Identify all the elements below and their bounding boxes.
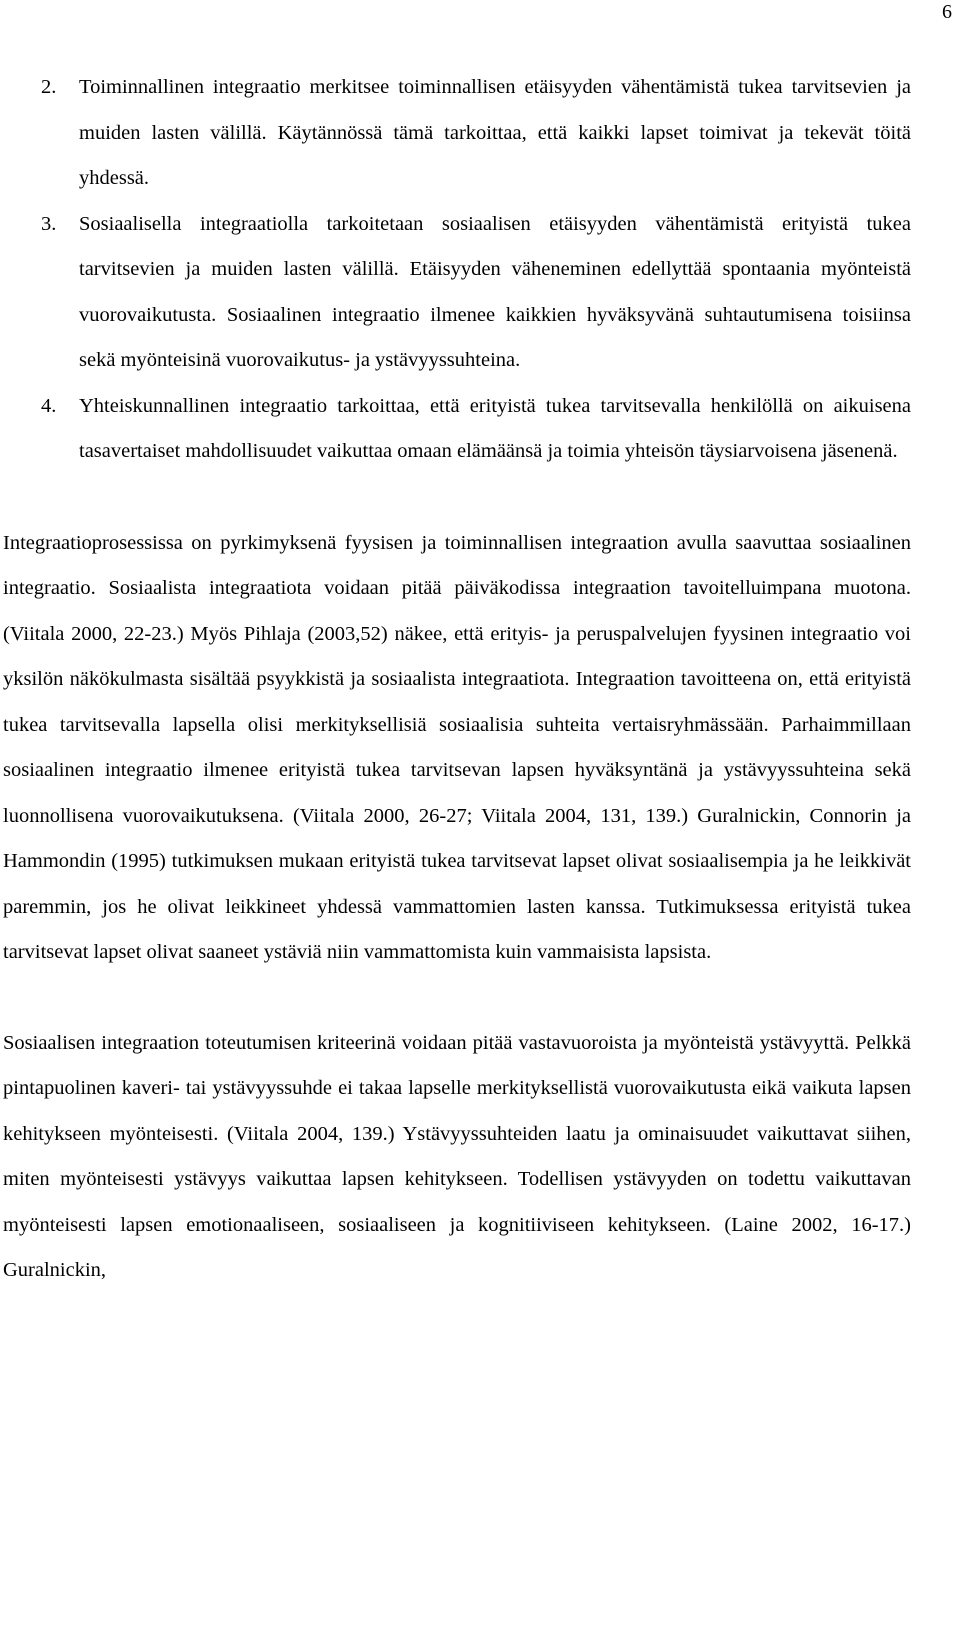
paragraph-spacer — [3, 475, 911, 521]
list-item-number: 3. — [41, 212, 57, 235]
list-item-text: Sosiaalisella integraatiolla tarkoitetaan sosiaalisen etäisyyden vähentämistä erityistä tukea tarvitsevien ja muiden lasten välillä. Etäisyyden väheneminen edellyttää spontaania myönteistä vuorovaikutusta. Sosiaalinen integraatio ilmenee kaikkien hyväksyvänä suhtautumisena toisiinsa sekä myönteisinä vuorovaikutus- ja ystävyyssuhteina. — [79, 212, 911, 371]
list-item — [3, 65, 911, 202]
body-paragraph: Integraatioprosessissa on pyrkimyksenä fyysisen ja toiminnallisen integraation avulla saavuttaa sosiaalinen integraatio. Sosiaalista integraatiota voidaan pitää päiväkodissa integraation tavoitelluimpana muotona. (Viitala 2000, 22-23.) Myös Pihlaja (2003,52) näkee, että erityis- ja peruspalvelujen fyysinen integraatio voi yksilön näkökulmasta sisältää psyykkistä ja sosiaalista integraatiota. Integraation tavoitteena on, että erityistä tukea tarvitsevalla lapsella olisi merkityksellisiä sosiaalisia suhteita vertaisryhmässään. Parhaimmillaan sosiaalinen integraatio ilmenee erityistä tukea tarvitsevan lapsen hyväksyntänä ja ystävyyssuhteina sekä luonnollisena vuorovaikutuksena. (Viitala 2000, 26-27; Viitala 2004, 131, 139.) Guralnickin, Connorin ja Hammondin (1995) tutkimuksen mukaan erityistä tukea tarvitsevat lapset olivat sosiaalisempia ja he leikkivät paremmin, jos he olivat leikkineet yhdessä vammattomien lasten kanssa. Tutkimuksessa erityistä tukea tarvitsevat lapset olivat saaneet ystäviä niin vammattomista kuin vammaisista lapsista. — [3, 531, 911, 963]
list-item-text: Yhteiskunnallinen integraatio tarkoittaa, että erityistä tukea tarvitsevalla henkilöllä on aikuisena tasavertaiset mahdollisuudet vaikuttaa omaan elämäänsä ja toimia yhteisön täysiarvoisena jäsenenä. — [79, 394, 911, 462]
document-body — [3, 65, 911, 1294]
list-item — [3, 384, 911, 475]
list-item-text: Toiminnallinen integraatio merkitsee toiminnallisen etäisyyden vähentämistä tukea tarvitsevien ja muiden lasten välillä. Käytännössä tämä tarkoittaa, että kaikki lapset toimivat ja tekevät töitä yhdessä. — [79, 76, 911, 189]
paragraph-spacer — [3, 976, 911, 1021]
list-item-number: 2. — [41, 76, 57, 98]
page-number: 6 — [942, 1, 952, 23]
list-item-number: 4. — [41, 394, 57, 417]
list-item — [3, 202, 911, 384]
body-paragraph: Sosiaalisen integraation toteutumisen kriteerinä voidaan pitää vastavuoroista ja myönteistä ystävyyttä. Pelkkä pintapuolinen kaveri- tai ystävyyssuhde ei takaa lapselle merkityksellistä vuorovaikutusta eikä vaikuta lapsen kehitykseen myönteisesti. (Viitala 2004, 139.) Ystävyyssuhteiden laatu ja ominaisuudet vaikuttavat siihen, miten myönteisesti ystävyys vaikuttaa lapsen kehitykseen. Todellisen ystävyyden on todettu vaikuttavan myönteisesti lapsen emotionaaliseen, sosiaaliseen ja kognitiiviseen kehitykseen. (Laine 2002, 16-17.) Guralnickin, — [3, 1031, 911, 1281]
